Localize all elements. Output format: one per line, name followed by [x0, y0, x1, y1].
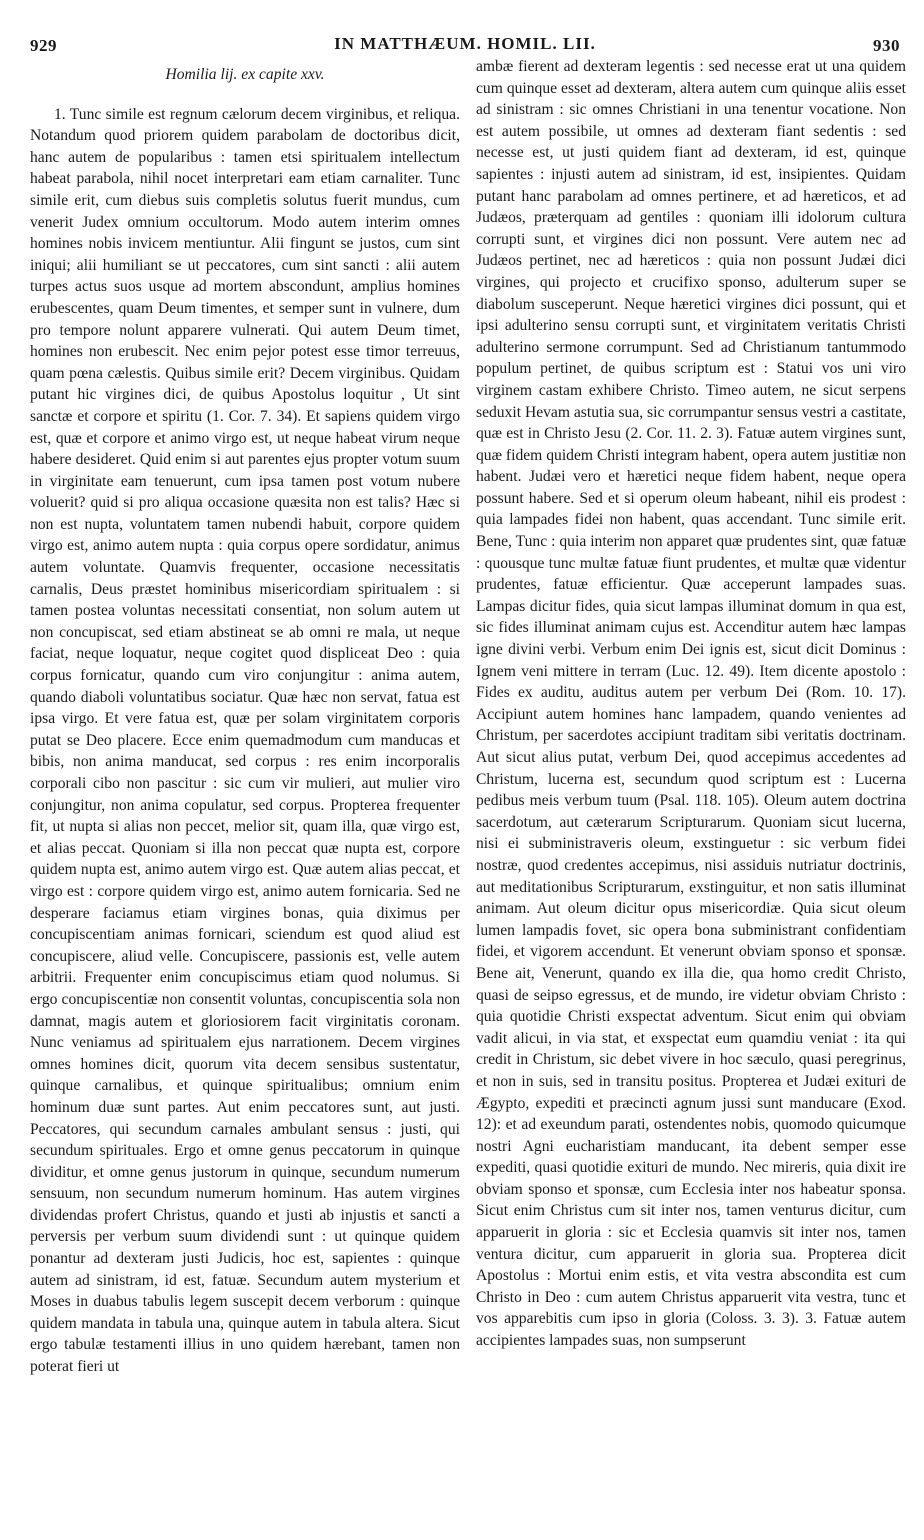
running-title: IN MATTHÆUM. HOMIL. LII. [334, 34, 596, 53]
page-header [30, 34, 900, 56]
right-column [476, 56, 906, 1352]
page-number-left: 929 [30, 36, 57, 55]
left-column-text: 1. Tunc simile est regnum cælorum decem virginibus, et reliqua. Notandum quod priorem quidem parabolam de doctoribus dicit, hanc autem de popularibus : tamen etsi spiritualem intellectum habeat parabola, nihil nocet interpretari eam etiam carnaliter. Tunc simile erit, cum diebus suis completis solutus fuerit mundus, cum venerit Judex omnium occultorum. Modo autem interim omnes homines nobis invicem mentiuntur. Alii fingunt se justos, cum sint iniqui; alii humiliant se ut peccatores, cum sint sancti : alii autem turpes actus suos usque ad mortem abscondunt, amplius homines erubescentes, quam Deum timentes, et semper sunt in vulnere, dum pro tempore nolunt apparere vulnerati. Qui autem Deum timet, homines non erubescit. Nec enim pejor potest esse timor terreuus, quam pœna cælestis. Quibus simile erit? Decem virginibus. Quidam putant hic virgines dici, de quibus Apostolus loquitur , Ut sint sanctæ et corpore et spiritu (1. Cor. 7. 34). Et sapiens quidem virgo est, quæ et corpore et animo virgo est, ut neque habeat virum neque habere desideret. Quid enim si aut parentes ejus propter votum suum in virginitate eam tenuerunt, cum ipsa tamen post votum nubere voluerit? quid si pro aliqua occasione quæsita non est talis? Hæc si non est nupta, voluntatem tamen nubendi habuit, corpore quidem virgo est, animo autem nupta : quia corpus opere sordidatur, animus autem voluntate. Quamvis frequenter, occasione necessitatis carnalis, Deus præstet hominibus misericordiam spiritualem : si tamen postea voluntas necessitati consentiat, non solum autem ut non concupiscat, sed etiam abstineat se ab omni re mala, ut neque faciat, neque loquatur, neque cogitet quod displiceat Deo : quia corpus fornicatur, quando cum viro conjungitur : anima autem, quando diaboli voluntatibus sociatur. Quæ hæc non servat, fatua est ipsa virgo. Et vere fatua est, quæ per solam virginitatem corporis putat se Deo placere. Ecce enim quemadmodum cum manducas et bibis, non anima manducat, sed corpus : res enim incorporalis corporali cibo non pascitur : sic cum vir mulieri, aut mulier viro conjungitur, non anima copulatur, sed corpus. Propterea frequenter fit, ut nupta si alias non peccet, melior sit, quam illa, quæ virgo est, et alias peccat. Quoniam si illa non peccat quæ nupta est, corpore quidem nupta est, animo autem virgo est. Quæ autem alias peccat, et virgo est : corpore quidem virgo est, animo autem fornicaria. Sed ne desperare faciamus etiam virgines bonas, quia diximus per concupiscentiam animas fornicari, sciendum est quod aliud est concupiscere, aliud velle. Concupiscere, passionis est, velle autem arbitrii. Frequenter enim concupiscimus etiam quod nolumus. Si ergo concupiscentiæ non consentit voluntas, concupiscentia sola non damnat, magis autem et gloriosiorem facit virginitatis coronam. Nunc veniamus ad spiritualem ejus narrationem. Decem virgines omnes homines dicit, quorum vita decem sensibus sustentatur, quinque carnalibus, et quinque spiritualibus; omnium enim hominum duæ sunt partes. Aut enim peccatores sunt, aut justi. Peccatores, qui secundum carnales ambulant sensus : justi, qui secundum spirituales. Ergo et omne genus peccatorum in quinque dividitur, et omne genus justorum in quinque, secundum numerum sensuum, non secundum numerum hominum. Has autem virgines dividendas profert Christus, quando et justi ab injustis et sancti a perversis per verbum suum dividendi sunt : ut quinque quidem ponantur ad dexteram justi Judicis, hoc est, sapientes : quinque autem ad sinistram, id est, fatuæ. Secundum autem mysterium et Moses in duabus tabulis legem suscepit decem verborum : quinque quidem mandata in tabula una, quinque autem in tabula altera. Sicut ergo tabulæ testamenti illius in uno quidem hærebant, tamen non poterat fieri ut [30, 105, 460, 1376]
left-column [30, 64, 460, 1378]
right-column-text: ambæ fierent ad dexteram legentis : sed necesse erat ut una quidem cum quinque esset ad dexteram, altera autem cum quinque aliis esset ad sinistram : sic omnes Christiani in una tenentur vocatione. Non est autem possibile, ut omnes ad dexteram fiant sedentis : sed necesse est, ut justi quidem fiant ad dexteram, id est, quinque sapientes : injusti autem ad sinistram, id est, insipientes. Quidam putant hanc parabolam ad omnes pertinere, et ad hæreticos, et ad Judæos, præterquam ad gentiles : quoniam illi idolorum cultura corrupti sunt, et virgines dici non possunt. Vere autem nec ad Judæos pertinet, nec ad hæreticos : quia non possunt Judæi dici virgines, qui projecto et crucifixo sponso, adulterum super se diabolum susceperunt. Neque hæretici virgines dici possunt, qui et ipsi adulterino sensu corrupti sunt, et virginitatem veritatis Christi adulterino sermone corrumpunt. Sed ad Christianum tantummodo populum pertinet, de quibus scriptum est : Statui vos uni viro virginem castam exhibere Christo. Timeo autem, ne sicut serpens seduxit Hevam astutia sua, sic corrumpantur sensus vestri a castitate, quæ est in Christo Jesu (2. Cor. 11. 2. 3). Fatuæ autem virgines sunt, quæ fidem quidem Christi integram habent, opera autem justitiæ non habent. Judæi vero et hæretici neque fidem habent, neque opera possunt habere. Sed et si operum oleum habeant, nihil eis prodest : quia lampades fidei non habent, quas accendant. Tunc simile erit. Bene, Tunc : quia interim non apparet quæ prudentes sint, quæ fatuæ : quousque tunc multæ fatuæ fiunt prudentes, et multæ quæ videntur prudentes, fatuæ efficientur. Quæ acceperunt lampades suas. Lampas dicitur fides, quia sicut lampas illuminat domum in qua est, sic fides illuminat animam cujus est. Accenditur autem hæc lampas igne divini verbi. Verbum enim Dei ignis est, sicut dicit Dominus : Ignem veni mittere in terram (Luc. 12. 49). Item dicente apostolo : Fides ex auditu, auditus autem per verbum Dei (Rom. 10. 17). Accipiunt autem homines hanc lampadem, quando venientes ad Christum, per sacerdotes accipiunt traditam sibi veritatis doctrinam. Aut sicut alius putat, verbum Dei, quod accepimus accedentes ad Christum, lucerna est, secundum quod scriptum est : Lucerna pedibus meis verbum tuum (Psal. 118. 105). Oleum autem doctrina sacerdotum, aut cæterarum Scripturarum. Quoniam sicut lucerna, nisi ei subministraveris oleum, exstinguetur : sic verbum fidei nostræ, quod credentes accepimus, nisi assiduis nutriatur doctrinis, aut meditationibus Scripturarum, exstinguitur, et non satis illuminat animam. Aut oleum dicitur opus misericordiæ. Quia sicut oleum lumen lampadis fovet, sic opera bona subministrant confidentiam fidei, et vigorem accendunt. Et venerunt obviam sponso et sponsæ. Bene ait, Venerunt, quando ex illa die, qua homo credit Christo, quasi de seipso egressus, et de mundo, ire videtur obviam Christo : quia quotidie Christi exspectat adventum. Sicut enim qui obviam vadit alicui, in via stat, et exspectat eum quamdiu veniat : ita qui credit in Christum, sic debet vivere in hoc sæculo, quasi peregrinus, et non in suis, sed in transitu positus. Propterea et Judæi exituri de Ægypto, expediti et præcincti agnum jussi sunt manducare (Exod. 12): et ad exeundum parati, ostendentes nobis, quomodo quicumque nostri Agni eucharistiam manducant, ita debent semper esse expediti, quasi quotidie exituri de mundo. Nec mireris, quia dixit ire obviam sponso et sponsæ, cum Ecclesia inter nos habeatur sponsa. Sicut enim Christus cum sit inter nos, tamen venturus dicitur, cum apparuerit in gloria : sic et Ecclesia quamvis sit inter nos, tamen ventura dicitur, cum apparuerit in gloria sua. Propterea dicit Apostolus : Mortui enim estis, et vita vestra abscondita est cum Christo in Deo : cum autem Christus apparuerit vita vestra, tunc et vos apparebitis cum ipso in gloria (Coloss. 3. 3). 3. Fatuæ autem accipientes lampades suas, non sumpserunt [476, 58, 907, 1350]
homily-subtitle: Homilia lij. ex capite xxv. [165, 66, 325, 83]
page-number-right: 930 [873, 36, 900, 55]
